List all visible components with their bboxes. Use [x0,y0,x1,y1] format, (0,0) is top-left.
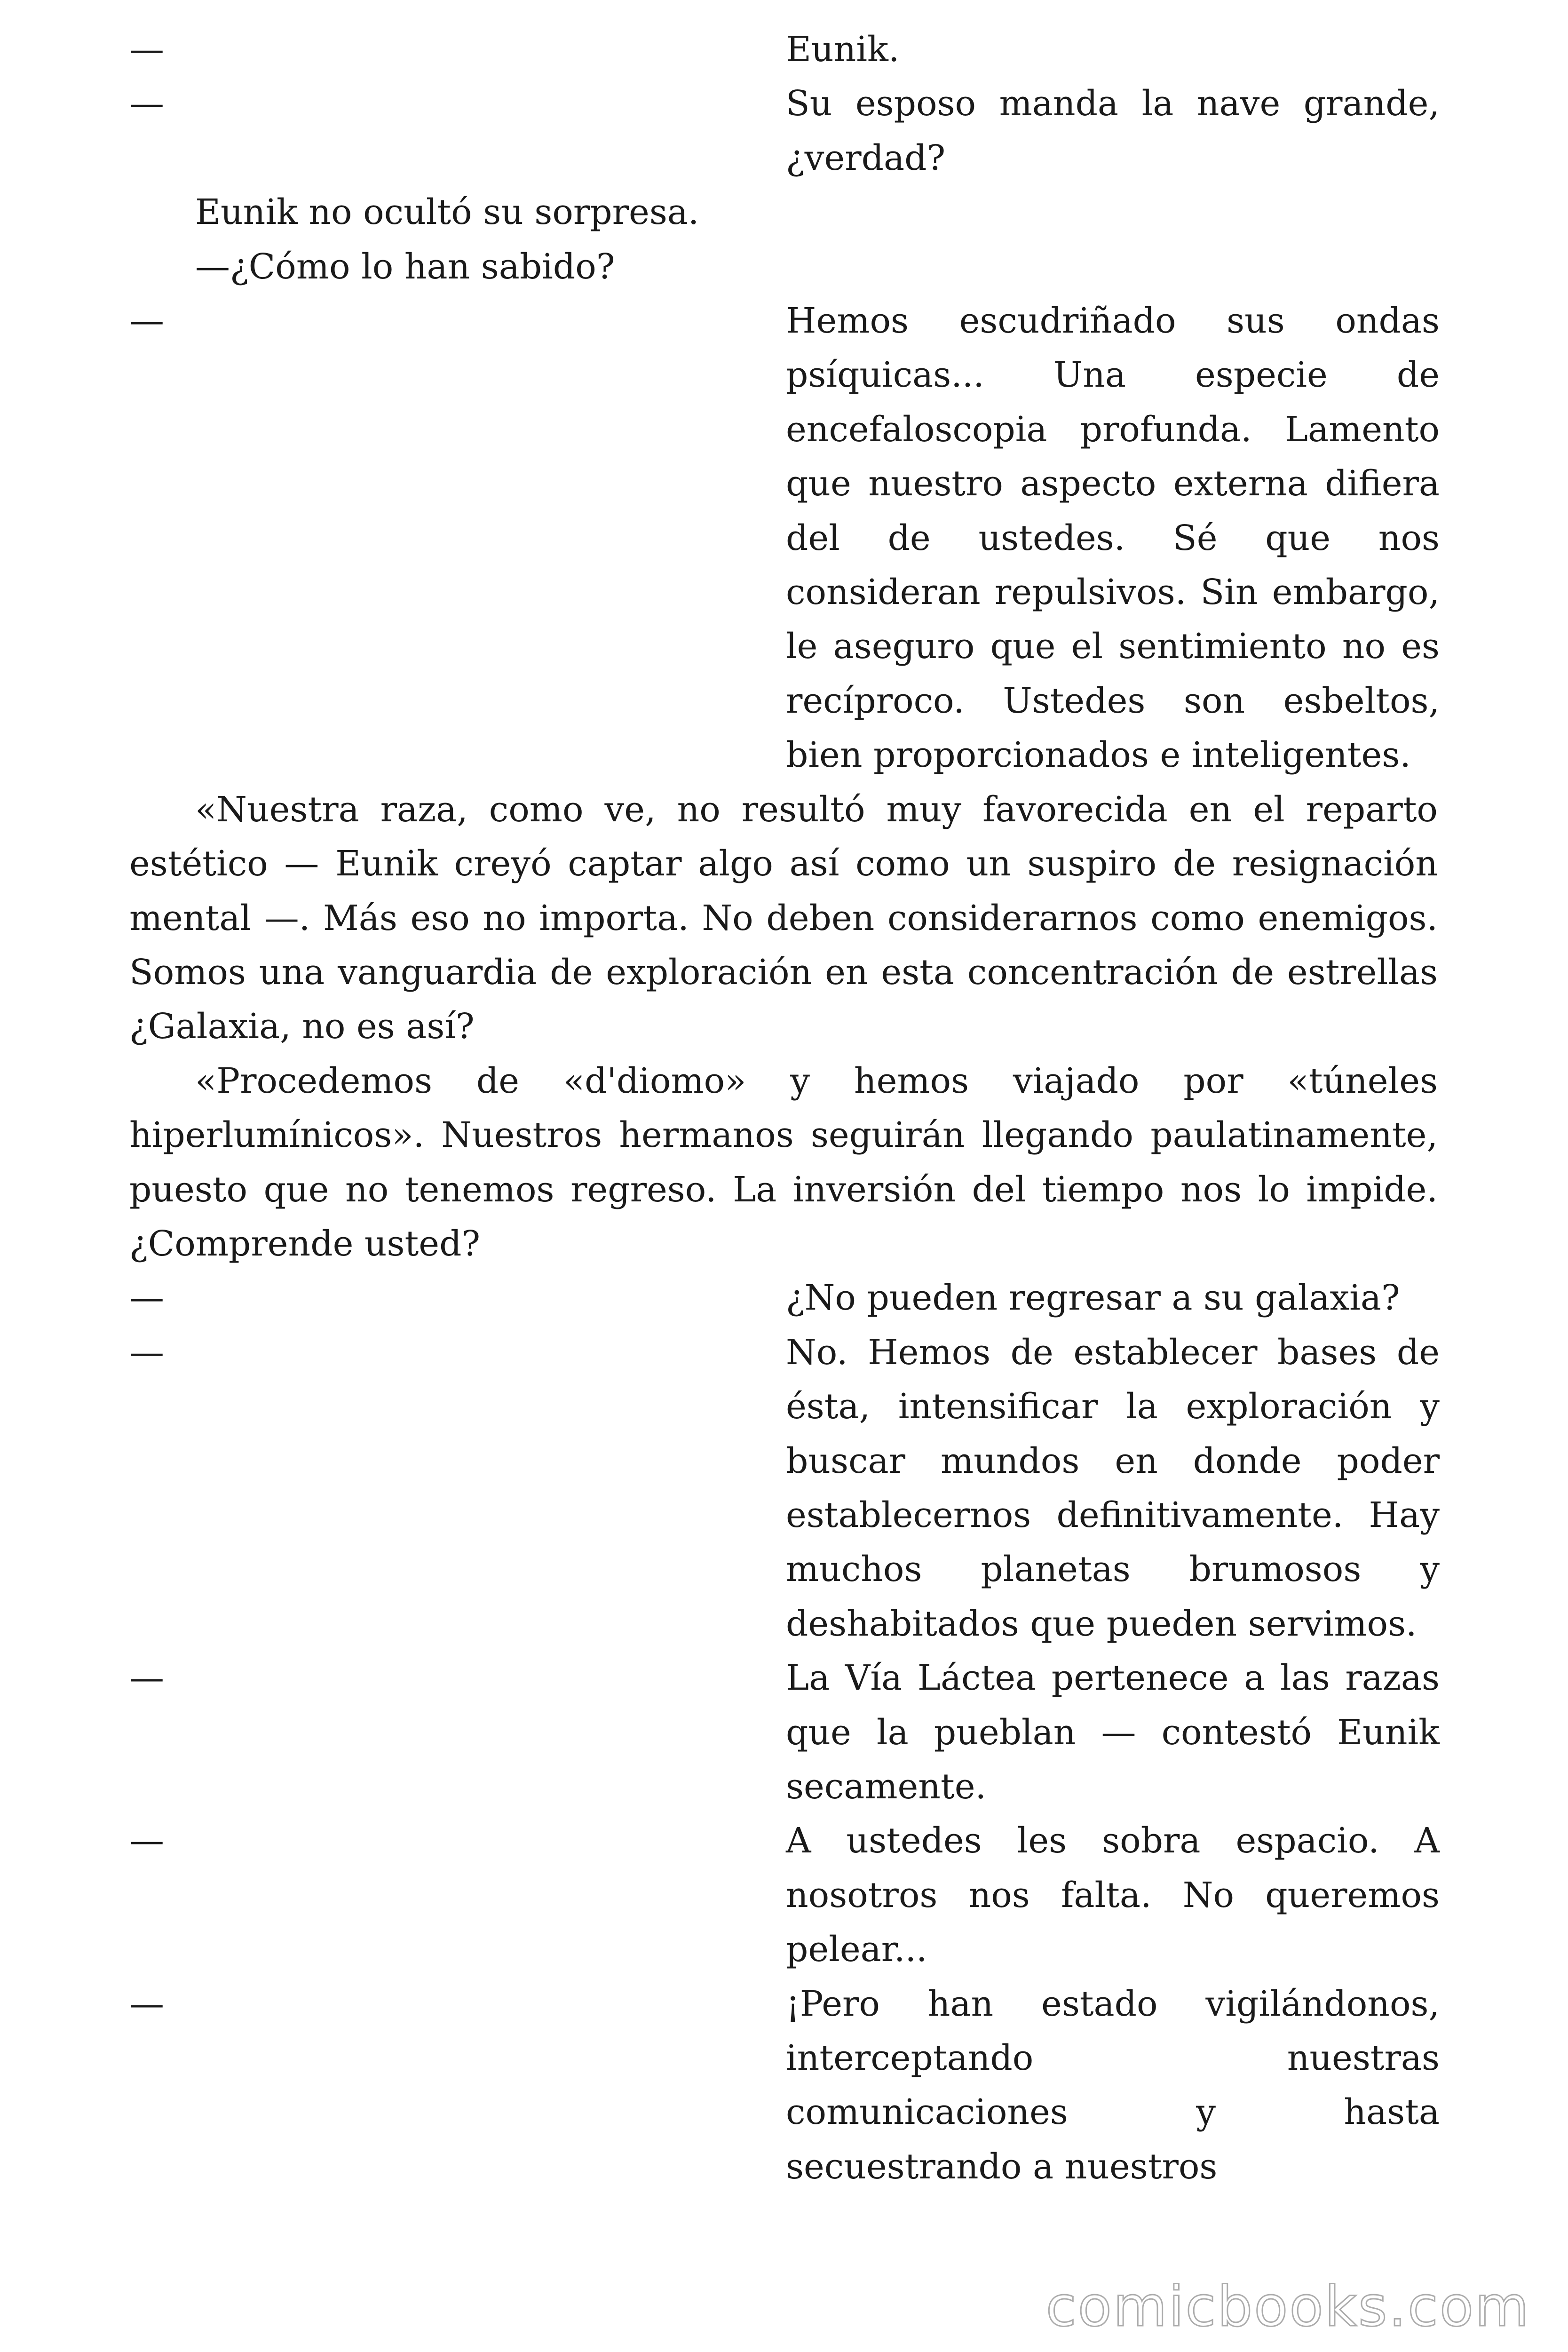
dialog-line [129,77,1438,185]
dialog-line [129,23,1438,77]
dialog-dash: — [129,1820,164,1861]
dialog-dash: — [129,29,164,70]
dialog-text: Hemos escudriñado sus ondas psíquicas... Una especie de encefaloscopia profunda. Lamento que nuestro aspecto externa difiera del de ustedes. Sé que nos consideran repulsivos. Sin embargo, le aseguro que el sentimiento no es recíproco. Ustedes son esbeltos, bien proporcionados e inteligentes. [786,301,1440,776]
dialog-dash: — [129,1658,164,1699]
dialog-text: Su esposo manda la nave grande, ¿verdad? [786,83,1440,178]
dialog-line [129,294,1438,783]
dialog-text: No. Hemos de establecer bases de ésta, intensificar la exploración y buscar mundos en donde poder establecernos definitivamente. Hay muchos planetas brumosos y deshabitados que pueden servimos. [786,1332,1440,1644]
paragraph: «Nuestra raza, como ve, no resultó muy favorecida en el reparto estético — Eunik creyó captar algo así como un suspiro de resignación mental —. Más eso no importa. No deben considerarnos como enemigos. Somos una vanguardia de exploración en esta concentración de estrellas ¿Galaxia, no es así? [129,789,1438,1047]
dialog-dash: — [129,1332,164,1373]
dialog-dash: — [129,83,164,124]
dialog-dash: — [129,1278,164,1319]
dialog-text: A ustedes les sobra espacio. A nosotros nos falta. No queremos pelear... [786,1820,1440,1970]
page-text [129,23,1438,2194]
dialog-line [129,1977,1438,2194]
dialog-dash: — [129,301,164,342]
dialog-text: Eunik. [786,29,900,70]
dialog-line [129,1814,1438,1977]
dialog-line [129,1326,1438,1651]
dialog-line [129,1651,1438,1814]
dialog-line [129,1271,1438,1325]
dialog-text: ¿No pueden regresar a su galaxia? [786,1278,1400,1319]
paragraph: —¿Cómo lo han sabido? [195,246,615,287]
paragraph: Eunik no ocultó su sorpresa. [195,192,699,233]
dialog-dash: — [129,1983,164,2024]
dialog-text: ¡Pero han estado vigilándonos, interceptando nuestras comunicaciones y hasta secuestrando a nuestros [786,1983,1440,2187]
dialog-text: La Vía Láctea pertenece a las razas que la pueblan — contestó Eunik secamente. [786,1658,1440,1807]
paragraph: «Procedemos de «d'diomo» y hemos viajado por «túneles hiperlumínicos». Nuestros hermanos seguirán llegando paulatinamente, puesto que no tenemos regreso. La inversión del tiempo nos lo impide. ¿Comprende usted? [129,1060,1438,1264]
watermark: comicbooks.com [1045,2274,1530,2339]
